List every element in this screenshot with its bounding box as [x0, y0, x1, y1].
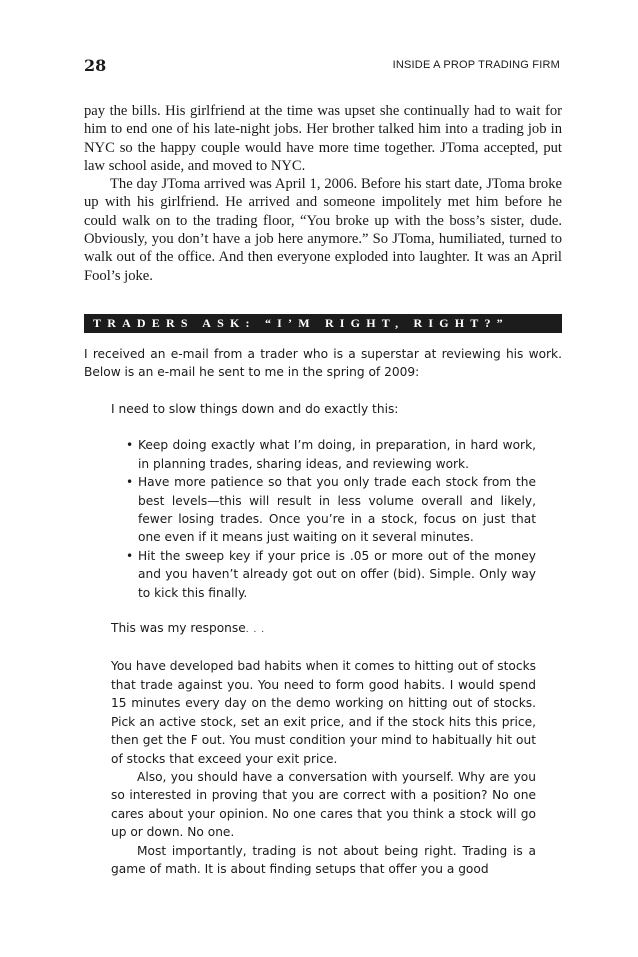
bullet-text: Hit the sweep key if your price is .05 or more out of the money and you haven’t already got out on offer (bid). Simple. Only way to kick this finally. — [138, 548, 536, 600]
intro-paragraph: The day JToma arrived was April 1, 2006. Before his start date, JToma broke up with his girlfriend. He arrived and someone impolitely met him before he could walk on to the trading floor, “You broke up with the boss’s sister, dude. Obviously, you don’t have a job here anymore.” So JToma, humiliated, turned to walk out of the office. And then everyone exploded into laughter. It was an April Fool’s joke. — [84, 176, 562, 284]
intro-text — [84, 102, 562, 285]
page-number: 28 — [84, 56, 107, 75]
response-ellipsis: . . . — [245, 625, 266, 636]
email-quote — [111, 400, 536, 878]
response-paragraph: You have developed bad habits when it comes to hitting out of stocks that trade against you. You need to form good habits. I would spend 15 minutes every day on the demo working on hitting out of stocks. Pick an active stock, set an exit price, and if the stock hits this price, then get the F out. You must condition your mind to habitually hit out of stocks that exceed your exit price. — [111, 659, 536, 766]
bullet-item — [111, 547, 536, 602]
lead-paragraph: I received an e-mail from a trader who is a superstar at reviewing his work. Below is an e-mail he sent to me in the spring of 2009: — [84, 347, 562, 380]
bullet-item — [111, 473, 536, 547]
bullet-icon: • — [126, 548, 134, 563]
bullet-item — [111, 436, 536, 473]
bullet-icon: • — [126, 475, 134, 490]
bullet-text: Keep doing exactly what I’m doing, in preparation, in hard work, in planning trades, sharing ideas, and reviewing work. — [138, 438, 536, 471]
response-paragraph: Most importantly, trading is not about being right. Trading is a game of math. It is about finding setups that offer you a good — [111, 843, 536, 876]
response-paragraph: Also, you should have a conversation with yourself. Why are you so interested in proving that you are correct with a position? No one cares about your opinion. No one cares that you think a stock will go up or down. No one. — [111, 769, 536, 840]
section-heading: TRADERS ASK: “I’M RIGHT, RIGHT?” — [84, 314, 562, 333]
response-label-text: This was my response — [111, 621, 246, 636]
running-head: INSIDE A PROP TRADING FIRM — [392, 59, 560, 71]
bullet-text: Have more patience so that you only trade each stock from the best levels—this will result in less volume overall and likely, fewer losing trades. Once you’re in a stock, focus on just that one even if it means just waiting on it several minutes. — [138, 475, 536, 545]
response-label — [111, 619, 536, 639]
email-intro-line: I need to slow things down and do exactly this: — [111, 402, 399, 416]
bullet-icon: • — [126, 438, 134, 453]
bullet-list — [111, 436, 536, 602]
intro-paragraph: pay the bills. His girlfriend at the time was upset she continually had to wait for him to end one of his late-night jobs. Her brother talked him into a trading job in NYC so the happy couple would have more time together. JToma accepted, put law school aside, and moved to NYC. — [84, 103, 562, 174]
